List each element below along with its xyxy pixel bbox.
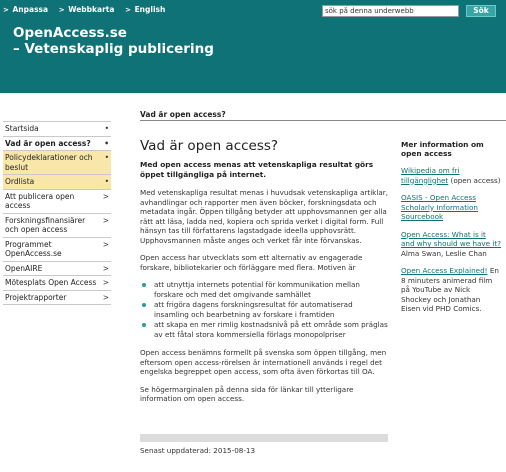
breadcrumb-divider (140, 120, 506, 121)
bullet-icon: • (104, 153, 109, 162)
top-link-webbkarta[interactable]: > Webbkarta (58, 5, 115, 14)
main-content (140, 138, 388, 412)
top-link-anpassa[interactable]: > Anpassa (3, 5, 49, 14)
bullet-icon (142, 283, 146, 287)
sidebar-item-policydeklarationer[interactable]: Policydeklarationer och beslut • (3, 151, 111, 175)
arrow-icon: > (3, 6, 9, 14)
page-title: Vad är open access? (140, 138, 279, 154)
sidebar-item-motesplats[interactable]: Mötesplats Open Access > (3, 276, 111, 291)
bullet-icon (142, 323, 146, 327)
motives-list (140, 280, 388, 339)
site-title-line-1: OpenAccess.se (13, 25, 127, 41)
footer-divider (140, 434, 388, 442)
search-button[interactable]: Sök (466, 5, 496, 17)
right-column-heading: Mer information om open access (401, 140, 484, 158)
bullet-icon: • (104, 124, 109, 133)
right-column (401, 140, 501, 322)
sidebar-item-openaire[interactable]: OpenAIRE > (3, 262, 111, 277)
lead-paragraph: Med open access menas att vetenskapliga resultat görs öppet tillgängliga på internet. (140, 160, 374, 179)
bullet-icon: • (104, 138, 109, 148)
search-input[interactable] (322, 5, 459, 17)
chevron-right-icon: > (102, 191, 109, 201)
sidebar-item-projektrapporter[interactable]: Projektrapporter > (3, 291, 111, 306)
right-item-what-is-it: Open Access: What is it and why should we have it? Alma Swan, Leslie Chan (401, 229, 502, 258)
link-explained[interactable]: Open Access Explained! (401, 266, 488, 275)
site-title-line-2: – Vetenskaplig publicering (13, 41, 214, 57)
sidebar-item-startsida[interactable]: Startsida • (3, 121, 111, 137)
chevron-right-icon: > (102, 278, 109, 287)
site-header (0, 0, 506, 93)
breadcrumb: Vad är open access? (140, 110, 226, 119)
arrow-icon: > (125, 6, 131, 14)
last-updated: Senast uppdaterad: 2015-08-13 (140, 446, 256, 455)
link-wikipedia[interactable]: Wikipedia om fri tillgänglighet (401, 166, 460, 185)
sidebar-item-att-publicera[interactable]: Att publicera open access > (3, 190, 111, 214)
bullet-icon: • (104, 177, 109, 186)
body-paragraph-4: Se högermarginalen på denna sida för länkar till ytterligare information om open access. (140, 384, 354, 403)
sidebar-item-forskningsfinansiarer[interactable]: Forskningsfinansiärer och open access > (3, 214, 111, 238)
link-what-is-it[interactable]: Open Access: What is it and why should we have it? (401, 229, 502, 248)
sidebar-item-programmet[interactable]: Programmet OpenAccess.se > (3, 238, 111, 262)
chevron-right-icon: > (102, 263, 109, 273)
chevron-right-icon: > (102, 215, 109, 225)
list-item: att skapa en mer rimlig kostnadsnivå på ett område som präglas av ett fåtal stora kommersiella förlags monopolpriser (140, 320, 388, 339)
right-item-explained: Open Access Explained! En 8 minuters animerad film på YouTube av Nick Shockey och Jonathan Eisen vid PHD Comics. (401, 266, 499, 313)
sidebar-item-ordlista[interactable]: Ordlista • (3, 175, 111, 190)
sidebar-nav (3, 121, 111, 305)
arrow-icon: > (58, 6, 65, 14)
body-paragraph-1: Med vetenskapliga resultat menas i huvudsak vetenskapliga artiklar, avhandlingar och rapporter men även böcker, forskningsdata och metadata ingår. Öppen tillgång betyder att upphovsmannen ger alla rätt att läsa, ladda ned, kopiera och sprida verket i digital form. Full hänsyn tas till författarens lagstadgade ideella upphovsrätt. Upphovsmannen måste anges och verket får inte förvanskas. (140, 188, 388, 245)
body-paragraph-3: Open access benämns formellt på svenska som öppen tillgång, men eftersom open access-rörelsen är internationell används i regel det engelska begreppet open access, som ofta även förkortas till OA. (140, 348, 387, 376)
body-paragraph-2: Open access har utvecklats som ett alternativ av engagerade forskare, bibliotekarier och förläggare med flera. Motiven är (140, 253, 363, 272)
site-title[interactable] (13, 25, 214, 57)
top-links (3, 5, 173, 14)
right-item-oasis (401, 193, 501, 222)
top-link-english[interactable]: > English (125, 5, 166, 14)
sidebar-item-vad-ar-open-access[interactable]: Vad är open access? • (3, 137, 111, 152)
list-item: att utnyttja internets potential för kommunikation mellan forskare och med det omgivande samhället (140, 280, 388, 299)
right-item-wikipedia: Wikipedia om fri tillgänglighet (open access) (401, 166, 501, 185)
bullet-icon (142, 303, 146, 307)
chevron-right-icon: > (102, 239, 109, 249)
list-item: att frigöra dagens forskningsresultat för automatiserad insamling och bearbetning av forskare i framtiden (140, 300, 388, 319)
chevron-right-icon: > (102, 292, 109, 302)
link-oasis[interactable]: OASIS - Open Access Scholarly Information Sourcebook (401, 193, 478, 221)
